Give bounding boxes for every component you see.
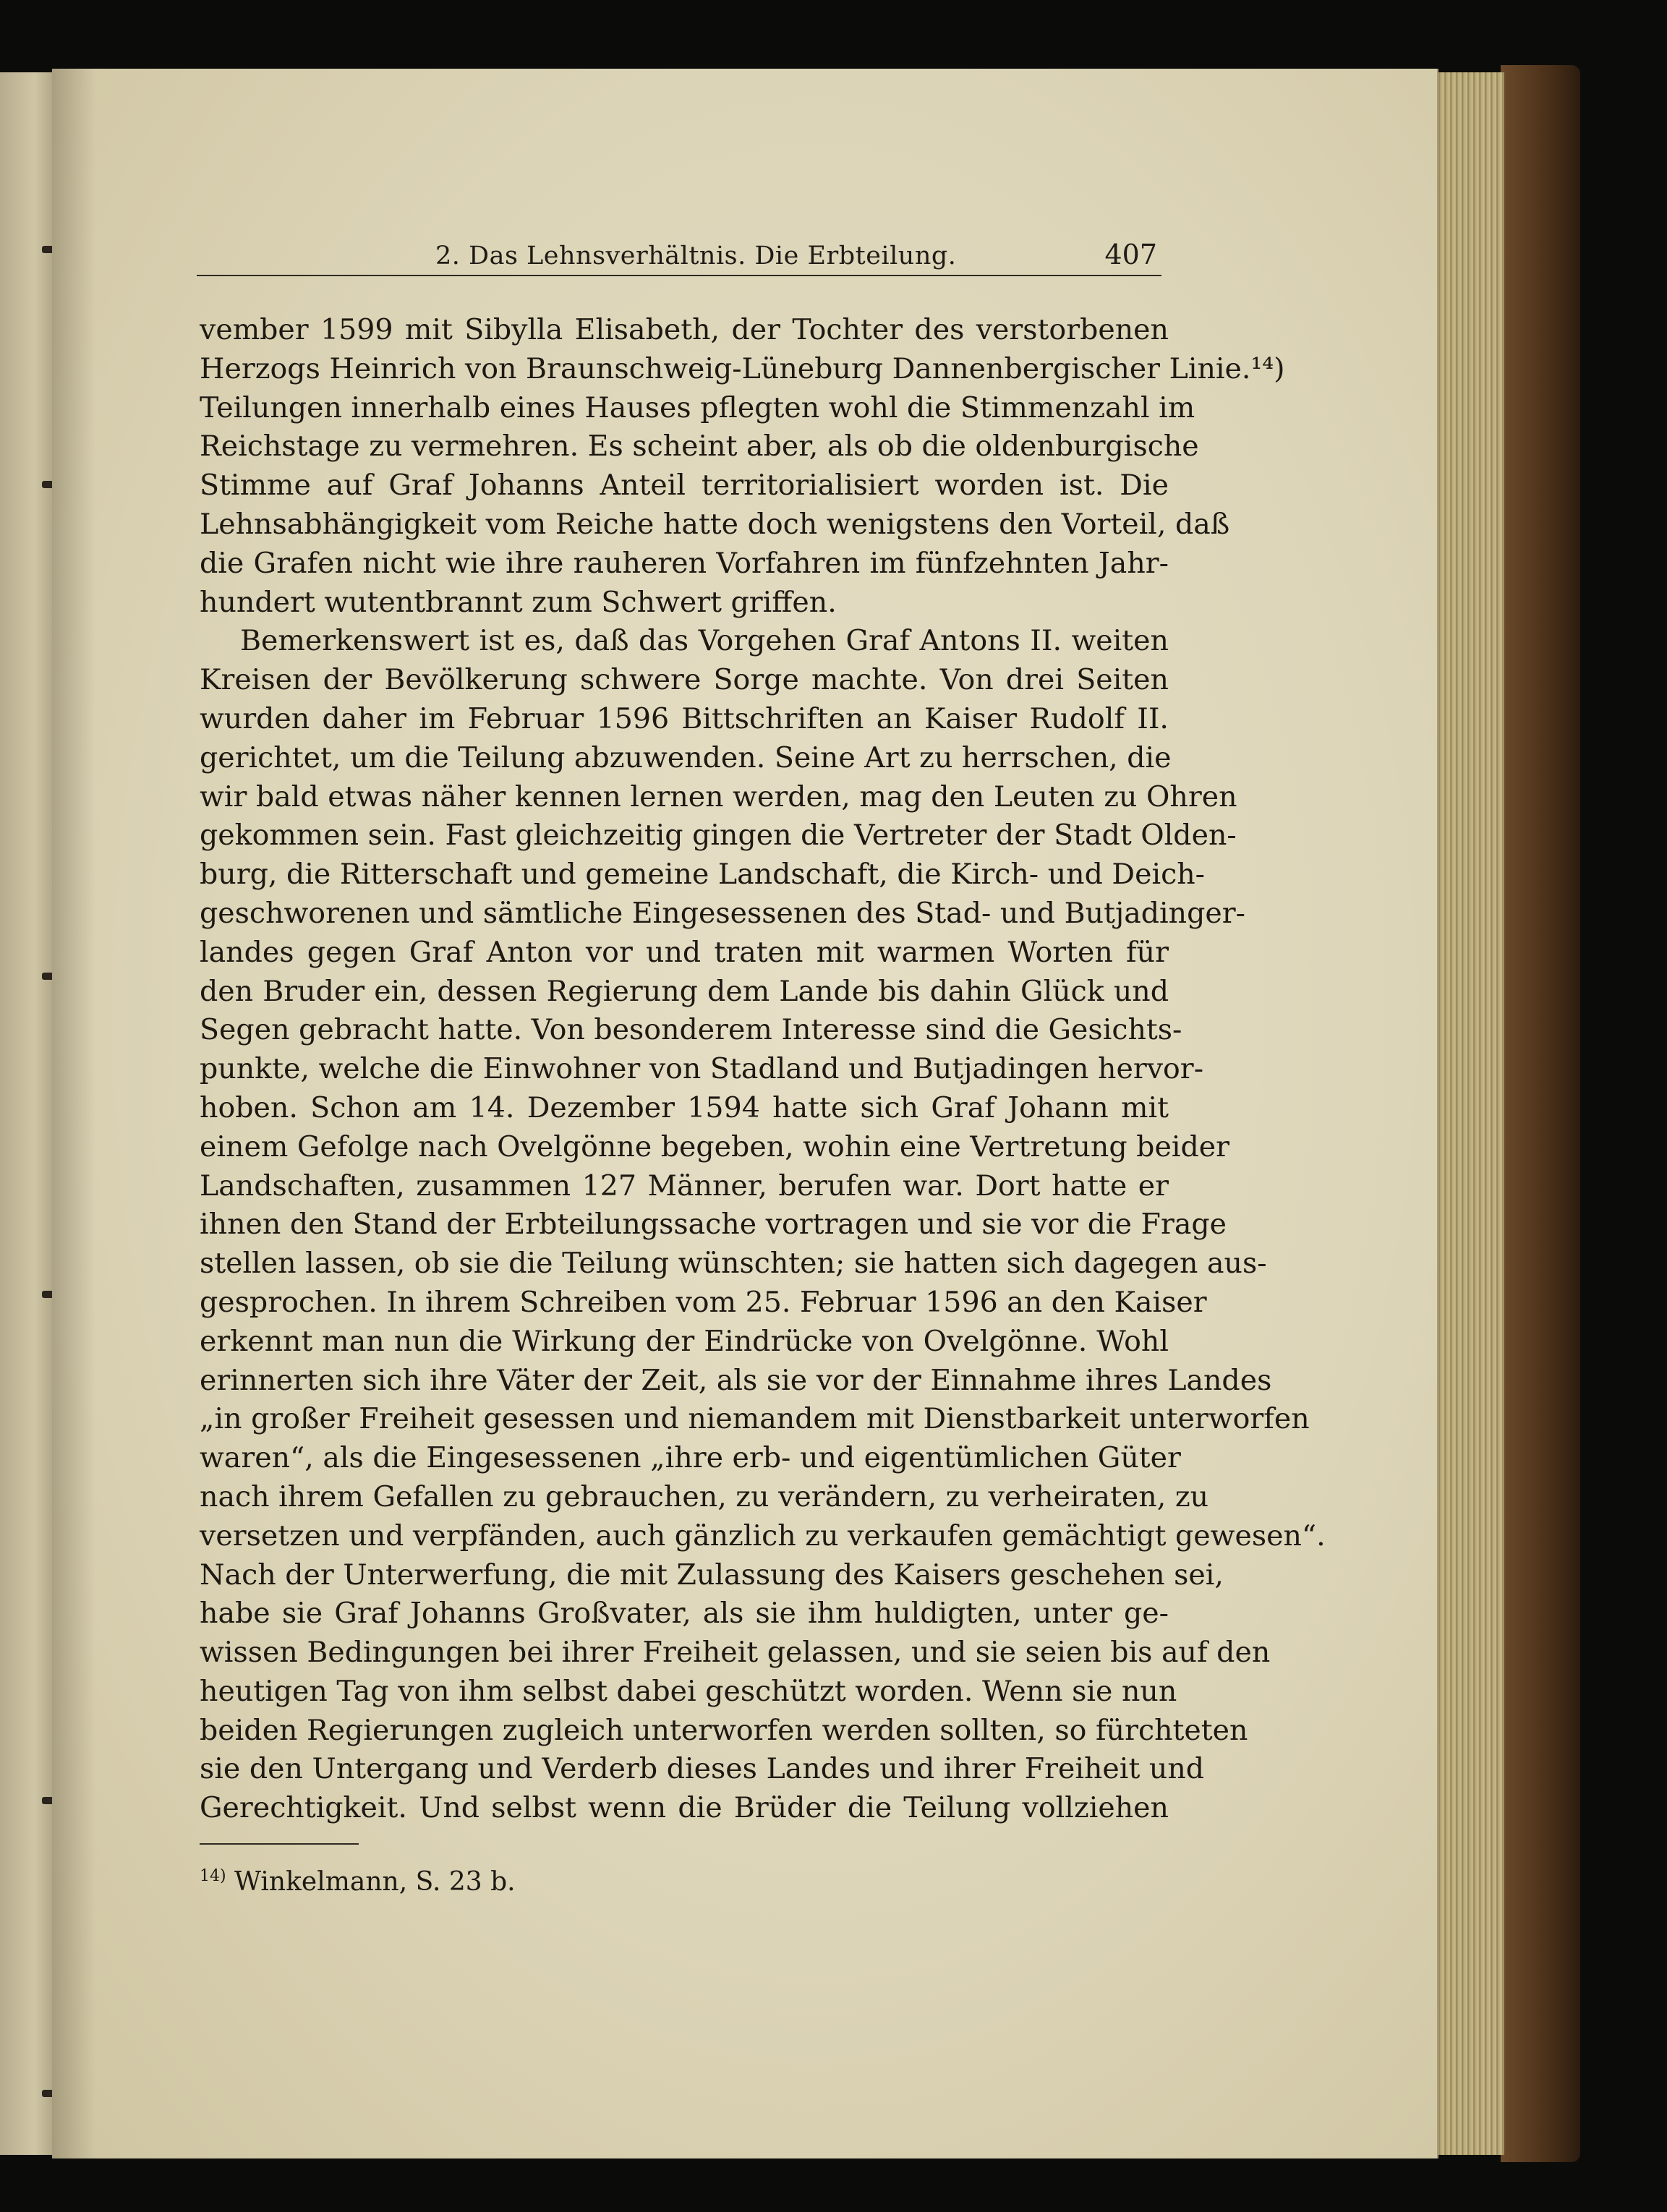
text-line: heutigen Tag von ihm selbst dabei geschützt worden. Wenn sie nun bbox=[200, 1674, 1177, 1708]
text-line: Reichstage zu vermehren. Es scheint aber, als ob die oldenburgische bbox=[200, 430, 1199, 464]
text-line: die Grafen nicht wie ihre rauheren Vorfahren im fünfzehnten Jahr- bbox=[200, 546, 1169, 580]
text-line: Nach der Unterwerfung, die mit Zulassung des Kaisers geschehen sei, bbox=[200, 1558, 1224, 1592]
text-line: Herzogs Heinrich von Braunschweig-Lüneburg Dannenbergischer Linie.¹⁴) bbox=[200, 351, 1285, 385]
text-line: wir bald etwas näher kennen lernen werden, mag den Leuten zu Ohren bbox=[200, 780, 1237, 814]
text-line: gekommen sein. Fast gleichzeitig gingen die Vertreter der Stadt Olden- bbox=[200, 819, 1237, 853]
running-head bbox=[197, 239, 1161, 276]
page-block-edges bbox=[1436, 72, 1504, 2155]
text-line: gesprochen. In ihrem Schreiben vom 25. Februar 1596 an den Kaiser bbox=[200, 1285, 1207, 1319]
page-number: 407 bbox=[1104, 239, 1157, 270]
text-line: erinnerten sich ihre Väter der Zeit, als sie vor der Einnahme ihres Landes bbox=[200, 1363, 1272, 1397]
text-line: punkte, welche die Einwohner von Stadland und Butjadingen hervor- bbox=[200, 1052, 1204, 1086]
footnote-rule bbox=[200, 1843, 359, 1845]
book-cover-edge bbox=[1501, 65, 1580, 2162]
text-line: landes gegen Graf Anton vor und traten mit warmen Worten für bbox=[200, 935, 1169, 969]
footnote-marker: 14) bbox=[200, 1867, 226, 1885]
body-text bbox=[200, 311, 1326, 1828]
text-line: wurden daher im Februar 1596 Bittschriften an Kaiser Rudolf II. bbox=[200, 701, 1169, 735]
text-line: burg, die Ritterschaft und gemeine Landschaft, die Kirch- und Deich- bbox=[200, 858, 1206, 892]
text-line: Landschaften, zusammen 127 Männer, berufen war. Dort hatte er bbox=[200, 1169, 1169, 1203]
text-line: sie den Untergang und Verderb dieses Landes und ihrer Freiheit und bbox=[200, 1752, 1205, 1786]
text-line: Lehnsabhängigkeit vom Reiche hatte doch wenigstens den Vorteil, daß bbox=[200, 507, 1230, 541]
text-line: beiden Regierungen zugleich unterworfen werden sollten, so fürchteten bbox=[200, 1713, 1248, 1747]
text-line: ihnen den Stand der Erbteilungssache vortragen und sie vor die Frage bbox=[200, 1208, 1227, 1242]
text-line: Teilungen innerhalb eines Hauses pflegten wohl die Stimmenzahl im bbox=[200, 390, 1195, 424]
page-gutter-shadow bbox=[52, 69, 95, 2158]
text-line: versetzen und verpfänden, auch gänzlich zu verkaufen gemächtigt gewesen“. bbox=[200, 1519, 1326, 1553]
previous-page-edge bbox=[0, 72, 58, 2155]
text-line: habe sie Graf Johanns Großvater, als sie ihm huldigten, unter ge- bbox=[200, 1597, 1169, 1631]
text-line: stellen lassen, ob sie die Teilung wünschten; sie hatten sich dagegen aus- bbox=[200, 1247, 1267, 1281]
text-line: Stimme auf Graf Johanns Anteil territorialisiert worden ist. Die bbox=[200, 469, 1169, 503]
text-line: „in großer Freiheit gesessen und niemandem mit Dienstbarkeit unterworfen bbox=[200, 1402, 1310, 1436]
text-line: erkennt man nun die Wirkung der Eindrücke von Ovelgönne. Wohl bbox=[200, 1324, 1169, 1358]
text-line: vember 1599 mit Sibylla Elisabeth, der Tochter des verstorbenen bbox=[200, 313, 1169, 346]
running-head-title: 2. Das Lehnsverhältnis. Die Erbteilung. bbox=[435, 242, 957, 270]
text-line: den Bruder ein, dessen Regierung dem Lande bis dahin Glück und bbox=[200, 974, 1169, 1008]
footnote-text: Winkelmann, S. 23 b. bbox=[234, 1867, 516, 1897]
text-line: Bemerkenswert ist es, daß das Vorgehen Graf Antons II. weiten bbox=[240, 624, 1169, 658]
text-line: Gerechtigkeit. Und selbst wenn die Brüder die Teilung vollziehen bbox=[200, 1791, 1169, 1825]
footnote bbox=[200, 1867, 516, 1897]
text-line: hundert wutentbrannt zum Schwert griffen. bbox=[200, 585, 837, 619]
text-line: waren“, als die Eingesessenen „ihre erb- und eigentümlichen Güter bbox=[200, 1441, 1181, 1475]
text-line: nach ihrem Gefallen zu gebrauchen, zu verändern, zu verheiraten, zu bbox=[200, 1479, 1209, 1513]
text-line: wissen Bedingungen bei ihrer Freiheit gelassen, und sie seien bis auf den bbox=[200, 1636, 1271, 1670]
text-line: gerichtet, um die Teilung abzuwenden. Seine Art zu herrschen, die bbox=[200, 740, 1172, 774]
text-line: Kreisen der Bevölkerung schwere Sorge machte. Von drei Seiten bbox=[200, 663, 1169, 697]
text-line: geschworenen und sämtliche Eingesessenen des Stad- und Butjadinger- bbox=[200, 896, 1245, 930]
text-line: einem Gefolge nach Ovelgönne begeben, wohin eine Vertretung beider bbox=[200, 1130, 1230, 1163]
text-line: Segen gebracht hatte. Von besonderem Interesse sind die Gesichts- bbox=[200, 1013, 1182, 1047]
text-line: hoben. Schon am 14. Dezember 1594 hatte sich Graf Johann mit bbox=[200, 1090, 1169, 1124]
